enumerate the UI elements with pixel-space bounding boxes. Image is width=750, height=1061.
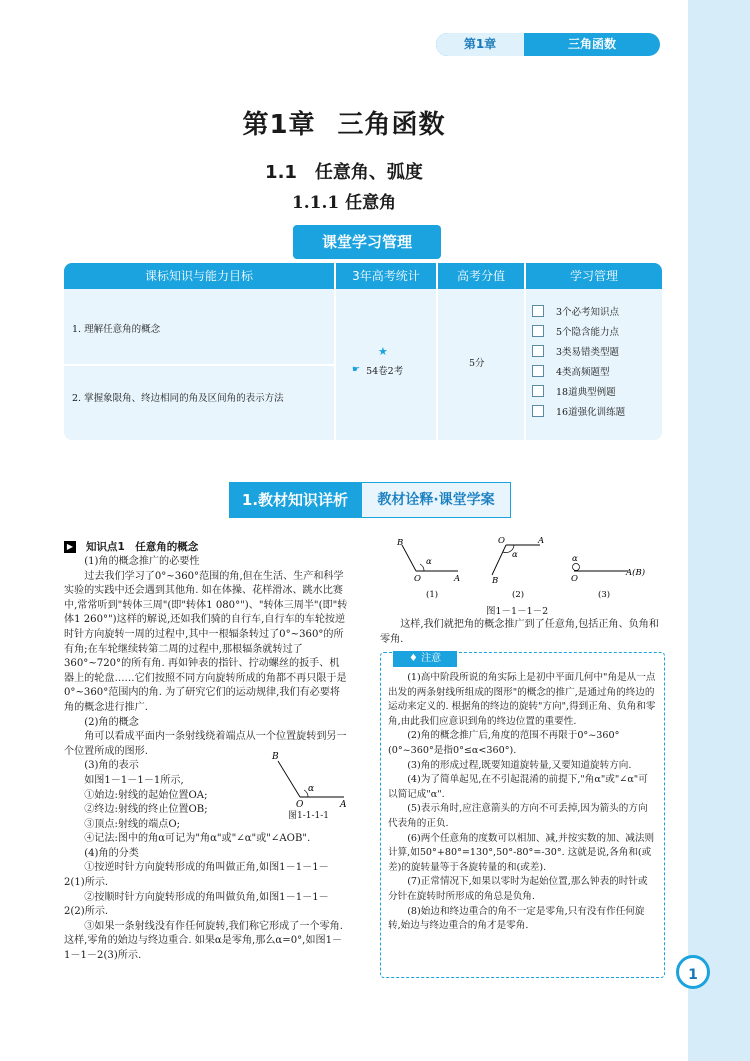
table-divider [64,364,334,366]
exam-stat-text: 54卷2考 [366,366,404,377]
list-with-figure [64,752,348,832]
checkbox-icon [532,385,544,397]
note-icon: ♦ [408,653,422,664]
table-divider [524,263,526,440]
goal-1: 1. 理解任意角的概念 [72,324,161,335]
terminal-side [278,761,300,797]
play-icon: ▶ [64,541,76,553]
table-header-management: 学习管理 [526,263,662,289]
star-icon: ★ [378,345,388,358]
management-label: 4类高频题型 [556,367,610,378]
section-banner [229,482,511,518]
paragraph: ②按顺时针方向旋转形成的角叫做负角,如图1－1－1－2(2)所示. [64,891,329,918]
management-label: 5个隐含能力点 [556,327,620,338]
list-line: (3)角的表示 [84,760,139,772]
figure1-caption: 图1-1-1-1 [288,811,330,822]
management-label: 18道典型例题 [556,387,616,398]
fig-label: α [572,554,578,564]
exam-score: 5分 [469,358,485,369]
checkbox-icon [532,405,544,417]
management-item [532,404,625,418]
paragraph: 这样,我们就把角的概念推广到了任意角,包括正角、负角和零角. [380,619,659,645]
fig-label: B [397,538,404,548]
fig-subcaption: (2) [512,590,525,600]
fig-subcaption: (3) [598,590,611,600]
knowledge-point-title: 知识点1 任意角的概念 [86,540,199,553]
right-text [380,618,663,647]
management-label: 3类易错类型题 [556,347,620,358]
zero-angle-arc [573,564,580,571]
fig-label: α [426,557,432,567]
paragraph: (1)角的概念推广的必要性 [84,556,200,567]
paragraph: ④记法:图中的角α可记为"角α"或"∠α"或"∠AOB". [84,833,311,845]
angle-arc [420,564,424,571]
table-divider [436,263,438,440]
list-line: ③顶点:射线的端点O; [84,818,181,830]
paragraph: (2)角的概念 [84,716,139,728]
paragraph: 角可以看成平面内一条射线绕着端点从一个位置旋转到另一个位置所成的图形. [64,731,347,757]
note-paragraph: (7)正常情况下,如果以零时为起始位置,那么钟表的时针或分针在旋转时所形成的角总是负角. [388,876,648,902]
banner-right: 教材诠释·课堂学案 [361,482,511,518]
note-paragraph: (5)表示角时,应注意箭头的方向不可丢掉,因为箭头的方向代表角的正负. [388,803,648,829]
page-number: 1 [676,955,710,989]
checkbox-icon [532,365,544,377]
fig-label: O [571,574,578,584]
left-column [64,539,348,964]
management-item [532,324,619,338]
section-title: 1.1 任意角、弧度 [265,162,423,183]
table-header-score: 高考分值 [438,263,524,289]
fig-label: A [340,800,347,810]
figure2-caption: 图1－1－1－2 [486,606,549,617]
paragraph: ③如果一条射线没有作任何旋转,我们称它形成了一个零角. 这样,零角的始边与终边重合. 如果α是零角,那么α=0°,如图1－1－1－2(3)所示. [64,920,343,962]
table-header-goals: 课标知识与能力目标 [64,263,334,289]
header-chapter: 第1章 [436,33,524,56]
management-item [532,344,619,358]
fig2-terminal-side [492,545,506,575]
list-line: 如图1－1－1－1所示, [84,774,184,786]
paragraph: 过去我们学习了0°~360°范围的角,但在生活、生产和科学实验的实践中还会遇到其他角. 如在体操、花样滑冰、跳水比赛中,常常听到"转体三周"(即"转体1 080°")、"转体三周半"(即"转体1 260°")这样的解说,还如我们骑的自行车,自行车的车轮按逆时针方向旋转一周的过程中,其中一根辐条转过了0°~360°的所有角;在车轮继续转第二周的过程中,那根辐条就转过了360°~720°的所有角. 再如钟表的指针、拧动螺丝的扳手、机器上的轮盘……它们按照不同方向旋转所成的角都不再只限于是0°~360°范围内的角. 为了研究它们的运动规律,我们有必要将角的概念进行推广. [64,570,348,713]
knowledge-point-heading [64,539,348,555]
note-paragraph: (1)高中阶段所说的角实际上是初中平面几何中"角是从一点出发的两条射线所组成的图形"的概念的推广,是通过角的终边的运动来定义的. 根据角的终边的旋转"方向",得到正角、负角和零角,由此我们应意识到角的终边位置的重要性. [388,672,656,727]
header-title: 三角函数 [567,37,616,51]
fig-label: A(B) [626,568,646,578]
checkbox-icon [532,345,544,357]
banner-left: 1.教材知识详析 [229,482,361,518]
goals-table [64,263,662,440]
list-line: ①始边:射线的起始位置OA; [84,789,208,801]
table-divider [334,263,336,440]
fig-label: O [414,574,421,584]
exam-stat [352,363,403,377]
fig-label: A [538,536,545,546]
note-paragraph: (8)始边和终边重合的角不一定是零角,只有没有作任何旋转,始边与终边重合的角才是零角. [388,905,645,932]
management-label: 3个必考知识点 [556,307,620,318]
management-item [532,364,610,378]
note-box [380,652,665,978]
note-tag-label: 注意 [421,653,442,664]
fig-label: A [454,574,461,584]
management-item [532,304,619,318]
figure-angle-2 [388,533,658,611]
table-header-stats: 3年高考统计 [336,263,436,289]
fig1-terminal-side [402,545,416,571]
fig-subcaption: (1) [426,590,439,600]
chapter-name: 三角函数 [337,110,446,140]
management-item [532,384,616,398]
note-paragraph: (4)为了简单起见,在不引起混淆的前提下,"角α"或"∠α"可以简记成"α". [388,774,648,800]
pointer-icon: ☛ [352,365,361,375]
paragraph: ①按逆时针方向旋转形成的角叫做正角,如图1－1－1－2(1)所示. [64,862,329,889]
checkbox-icon [532,325,544,337]
management-label: 16道强化训练题 [556,407,626,418]
note-body [388,671,656,934]
chapter-number: 第1章 [242,110,316,140]
fig-label: O [498,536,505,546]
figure-angle-1 [270,747,350,809]
fig-label: α [308,784,315,795]
fig-label: B [492,576,499,586]
fig-label: O [296,800,304,810]
note-paragraph: (2)角的概念推广后,角度的范围不再限于0°~360°(0°~360°是指0°≤α<360°). [388,730,620,756]
note-paragraph: (6)两个任意角的度数可以相加、减,并按实数的加、减法则计算,如50°+80°=130°,50°-80°=-30°. 这就是说,各角和(或差)的旋转量等于各旋转量的和(或差). [388,832,655,873]
note-paragraph: (3)角的形成过程,既要知道旋转量,又要知道旋转方向. [407,759,632,771]
chapter-header-tab [436,33,660,56]
subsection-title: 1.1.1 任意角 [291,193,397,213]
checkbox-icon [532,305,544,317]
class-management-title: 课堂学习管理 [293,225,441,259]
chapter-title [0,104,688,141]
paragraph: (4)角的分类 [84,847,139,859]
note-tag [393,651,457,667]
fig-label: α [512,550,518,560]
side-band [688,0,750,1061]
goal-2: 2. 掌握象限角、终边相同的角及区间角的表示方法 [72,393,284,404]
list-line: ②终边:射线的终止位置OB; [84,804,208,816]
fig-label: B [272,752,279,763]
